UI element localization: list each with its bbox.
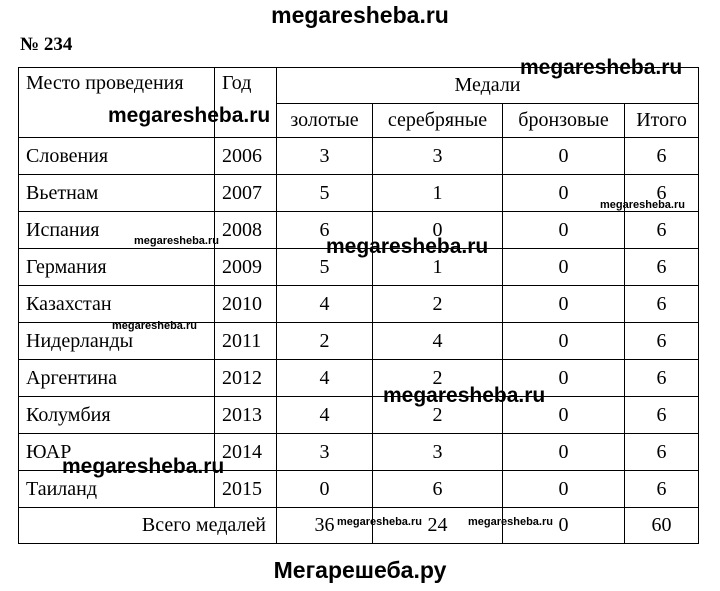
cell-year: 2011 <box>215 323 277 360</box>
cell-gold: 6 <box>277 212 373 249</box>
cell-gold: 0 <box>277 471 373 508</box>
cell-place: Казахстан <box>19 286 215 323</box>
cell-gold: 4 <box>277 397 373 434</box>
cell-year: 2013 <box>215 397 277 434</box>
site-header: megaresheba.ru <box>271 2 449 28</box>
cell-silver: 2 <box>373 286 503 323</box>
watermark: megaresheba.ru <box>600 199 685 211</box>
cell-total: 6 <box>625 249 699 286</box>
cell-place: Германия <box>19 249 215 286</box>
cell-place: ЮАР <box>19 434 215 471</box>
cell-gold: 3 <box>277 434 373 471</box>
cell-year: 2010 <box>215 286 277 323</box>
cell-total: 6 <box>625 360 699 397</box>
cell-total: 6 <box>625 323 699 360</box>
cell-gold: 5 <box>277 249 373 286</box>
watermark: megaresheba.ru <box>108 104 271 127</box>
cell-place: Колумбия <box>19 397 215 434</box>
cell-bronze: 0 <box>503 434 625 471</box>
cell-total: 6 <box>625 175 699 212</box>
cell-silver: 4 <box>373 323 503 360</box>
cell-bronze: 0 <box>503 360 625 397</box>
cell-bronze: 0 <box>503 323 625 360</box>
cell-gold: 3 <box>277 138 373 175</box>
watermark: megaresheba.ru <box>326 235 489 258</box>
cell-silver: 3 <box>373 138 503 175</box>
cell-year: 2012 <box>215 360 277 397</box>
cell-bronze: 0 <box>503 249 625 286</box>
cell-silver: 6 <box>373 471 503 508</box>
cell-silver: 1 <box>373 175 503 212</box>
watermark: megaresheba.ru <box>337 516 422 528</box>
cell-total: 6 <box>625 138 699 175</box>
header-total: Итого <box>625 104 699 138</box>
cell-place: Таиланд <box>19 471 215 508</box>
cell-bronze: 0 <box>503 175 625 212</box>
cell-total: 6 <box>625 397 699 434</box>
cell-total: 6 <box>625 471 699 508</box>
watermark: megaresheba.ru <box>383 384 546 407</box>
cell-gold: 4 <box>277 360 373 397</box>
cell-gold: 4 <box>277 286 373 323</box>
watermark: megaresheba.ru <box>468 516 553 528</box>
total-gold: 36 <box>277 508 373 544</box>
cell-year: 2015 <box>215 471 277 508</box>
cell-year: 2014 <box>215 434 277 471</box>
cell-silver: 2 <box>373 397 503 434</box>
cell-year: 2007 <box>215 175 277 212</box>
cell-total: 6 <box>625 434 699 471</box>
watermark: megaresheba.ru <box>134 235 219 247</box>
cell-year: 2009 <box>215 249 277 286</box>
header-place: Место проведения <box>19 68 215 138</box>
header-bronze: бронзовые <box>503 104 625 138</box>
cell-place: Испания <box>19 212 215 249</box>
cell-total: 6 <box>625 286 699 323</box>
cell-gold: 2 <box>277 323 373 360</box>
total-bronze: 0 <box>503 508 625 544</box>
cell-total: 6 <box>625 212 699 249</box>
header-year: Год <box>215 68 277 138</box>
cell-silver: 0 <box>373 212 503 249</box>
header-medals: Медали <box>277 68 699 104</box>
header-silver: серебряные <box>373 104 503 138</box>
total-total: 60 <box>625 508 699 544</box>
total-silver: 24 <box>373 508 503 544</box>
table-row <box>19 138 699 175</box>
watermark: megaresheba.ru <box>62 455 225 478</box>
table-row <box>19 286 699 323</box>
cell-gold: 5 <box>277 175 373 212</box>
table-row <box>19 175 699 212</box>
totals-label: Всего медалей <box>19 508 277 544</box>
cell-place: Вьетнам <box>19 175 215 212</box>
cell-place: Аргентина <box>19 360 215 397</box>
cell-bronze: 0 <box>503 138 625 175</box>
cell-place: Словения <box>19 138 215 175</box>
problem-number: № 234 <box>20 34 73 55</box>
table-row <box>19 360 699 397</box>
header-gold: золотые <box>277 104 373 138</box>
cell-place: Нидерланды <box>19 323 215 360</box>
watermark: megaresheba.ru <box>112 320 197 332</box>
cell-year: 2006 <box>215 138 277 175</box>
site-footer: Мегарешеба.ру <box>273 557 447 583</box>
cell-silver: 1 <box>373 249 503 286</box>
cell-bronze: 0 <box>503 212 625 249</box>
cell-bronze: 0 <box>503 397 625 434</box>
watermark: megaresheba.ru <box>520 56 683 79</box>
cell-silver: 2 <box>373 360 503 397</box>
cell-year: 2008 <box>215 212 277 249</box>
cell-bronze: 0 <box>503 471 625 508</box>
cell-silver: 3 <box>373 434 503 471</box>
cell-bronze: 0 <box>503 286 625 323</box>
table-row <box>19 397 699 434</box>
